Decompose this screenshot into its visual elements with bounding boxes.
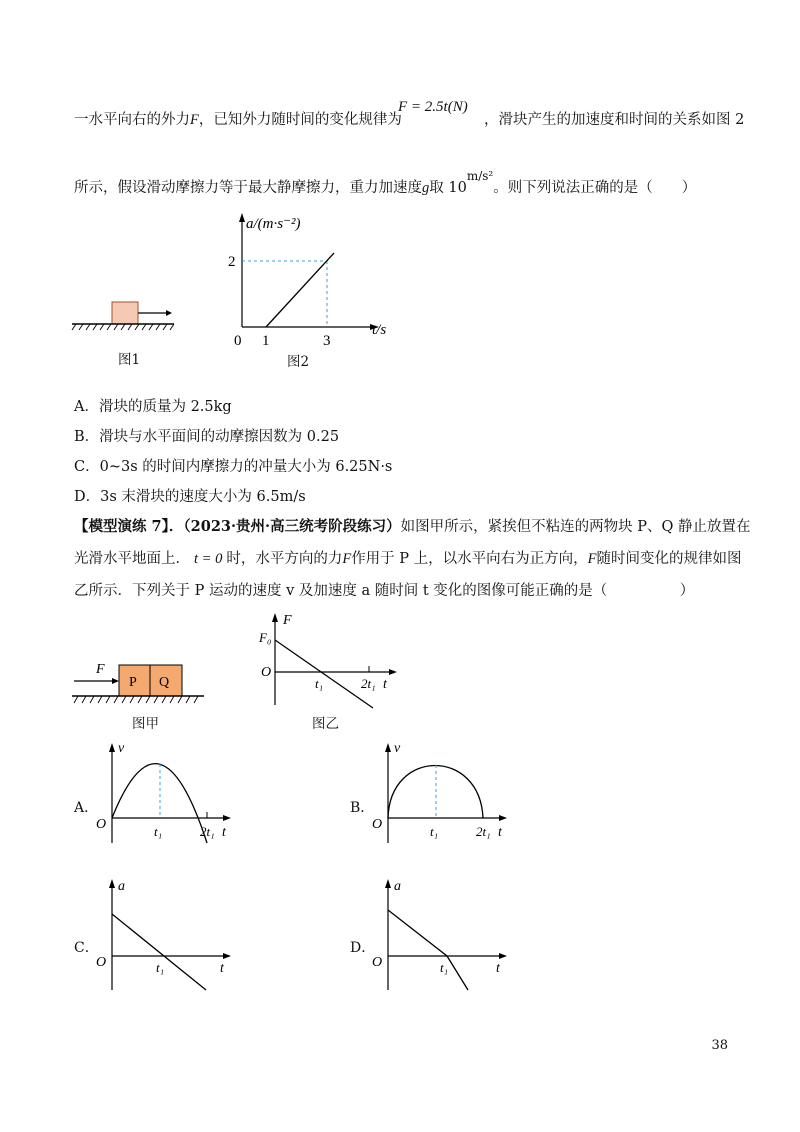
choice-d-letter[interactable]: D．: [350, 940, 376, 956]
text: 取 10: [429, 179, 467, 196]
t1-label: t₁: [156, 960, 165, 975]
problem-source: ．（2023·贵州·高三统考阶段练习）: [168, 518, 401, 535]
block-q-label: Q: [159, 675, 170, 690]
a-line: [112, 914, 206, 990]
problem2-line1: [74, 515, 750, 536]
t1-label: t₁: [440, 960, 449, 975]
figure-yi-graph: [255, 610, 405, 710]
problem2-line2: [74, 547, 742, 568]
block-p-label: P: [129, 675, 137, 690]
t-label: t: [383, 677, 387, 692]
x-axis-arrow: [499, 815, 507, 821]
t1-label: t₁: [430, 824, 439, 839]
option-a[interactable]: A．滑块的质量为 2.5kg: [74, 399, 232, 415]
x-label: t/s: [372, 322, 387, 338]
option-d[interactable]: D．3s 末滑块的速度大小为 6.5m/s: [74, 489, 306, 505]
t-label: t: [222, 825, 226, 840]
problem1-line2: [74, 169, 697, 197]
unit-ms2: m/s²: [466, 169, 494, 183]
text: 作用于 P 上，以水平向右为正方向，: [351, 551, 588, 567]
t-zero: t = 0: [194, 551, 223, 567]
y-label: v: [394, 741, 401, 756]
text: 如图甲所示，紧挨但不粘连的两物块 P、Q 静止放置在: [400, 519, 751, 535]
tick-x1: 1: [262, 333, 270, 349]
ground-hatch: [72, 324, 174, 330]
figure1-diagram: [70, 290, 180, 340]
t-label: t: [496, 961, 500, 976]
t1-label: t₁: [154, 824, 163, 839]
origin-label: O: [372, 817, 383, 832]
2t1-label: 2t₁: [476, 824, 491, 839]
x-axis-arrow: [499, 953, 507, 959]
2t1-label: 2t₁: [200, 824, 215, 839]
force-formula: F = 2.5t(N): [398, 99, 468, 115]
y-axis-arrow: [239, 213, 245, 222]
y-label: a: [394, 879, 401, 894]
t-label: t: [498, 825, 502, 840]
var-F: F: [587, 551, 597, 567]
problem2-line3: 乙所示．下列关于 P 运动的速度 v 及加速度 a 随时间 t 变化的图像可能正确的是（ ）: [74, 583, 695, 599]
y-axis-arrow: [109, 743, 115, 752]
tick-y2: 2: [228, 254, 236, 270]
problem1-line1: [74, 108, 402, 129]
t1-label: t₁: [315, 676, 324, 691]
origin-label: O: [96, 955, 107, 970]
x-axis-arrow: [223, 953, 231, 959]
F0-label: F₀: [259, 630, 272, 645]
origin-label: O: [372, 955, 383, 970]
tick-origin: 0: [234, 333, 242, 349]
text: 所示，假设滑动摩擦力等于最大静摩擦力，重力加速度: [74, 179, 422, 196]
y-label: v: [118, 741, 125, 756]
x-axis-arrow: [389, 669, 397, 675]
x-axis-arrow: [223, 815, 231, 821]
problem-tag: 【模型演练 7】: [74, 518, 169, 535]
arrow-head: [112, 678, 119, 684]
y-label: a/(m·s⁻²): [246, 216, 301, 232]
figure-jia-caption: 图甲: [132, 716, 159, 732]
var-F: F: [190, 112, 199, 128]
text: 时，水平方向的力: [226, 551, 343, 567]
origin-label: O: [96, 817, 107, 832]
2t1-label: 2t₁: [361, 676, 376, 691]
option-b[interactable]: B．滑块与水平面间的动摩擦因数为 0.25: [74, 429, 340, 445]
y-axis-arrow: [272, 613, 278, 622]
y-label: a: [118, 879, 125, 894]
var-g: g: [422, 179, 430, 196]
var-F: F: [342, 551, 352, 567]
figure2-caption: 图2: [287, 354, 310, 370]
figure-yi-caption: 图乙: [312, 716, 339, 732]
t-label: t: [220, 961, 224, 976]
option-c[interactable]: C．0~3s 的时间内摩擦力的冲量大小为 6.25N·s: [74, 459, 393, 475]
choice-c-graph[interactable]: [92, 872, 242, 997]
choice-d-graph[interactable]: [368, 872, 518, 997]
slider-block: [112, 302, 138, 324]
choice-b-graph[interactable]: [368, 738, 518, 848]
choice-c-letter[interactable]: C．: [74, 940, 99, 956]
a-line: [388, 910, 468, 990]
tick-x3: 3: [323, 333, 331, 349]
text: ，已知外力随时间的变化规律为: [198, 112, 402, 128]
figure1-caption: 图1: [118, 352, 141, 368]
y-label: F: [283, 613, 292, 628]
y-axis-arrow: [109, 879, 115, 888]
text: 随时间变化的规律如图: [596, 551, 742, 567]
a-t-line: [266, 253, 334, 327]
figure-jia-diagram: [70, 655, 220, 715]
text: 。则下列说法正确的是（ ）: [493, 179, 697, 196]
F-t-line: [275, 640, 373, 708]
ground-hatch: [74, 696, 198, 703]
text: 光滑水平地面上．: [74, 551, 190, 567]
page-number: 38: [711, 1038, 728, 1053]
y-axis-arrow: [385, 879, 391, 888]
problem1-line1-tail: ，滑块产生的加速度和时间的关系如图 2: [484, 112, 745, 128]
text: 一水平向右的外力: [74, 112, 190, 128]
choice-b-letter[interactable]: B．: [350, 800, 375, 816]
arrow-head: [166, 310, 172, 316]
figure2-graph: [222, 210, 402, 355]
choice-a-letter[interactable]: A．: [74, 800, 99, 816]
origin-label: O: [261, 665, 272, 680]
force-label: F: [96, 662, 105, 677]
y-axis-arrow: [385, 743, 391, 752]
choice-a-graph[interactable]: [92, 738, 242, 848]
